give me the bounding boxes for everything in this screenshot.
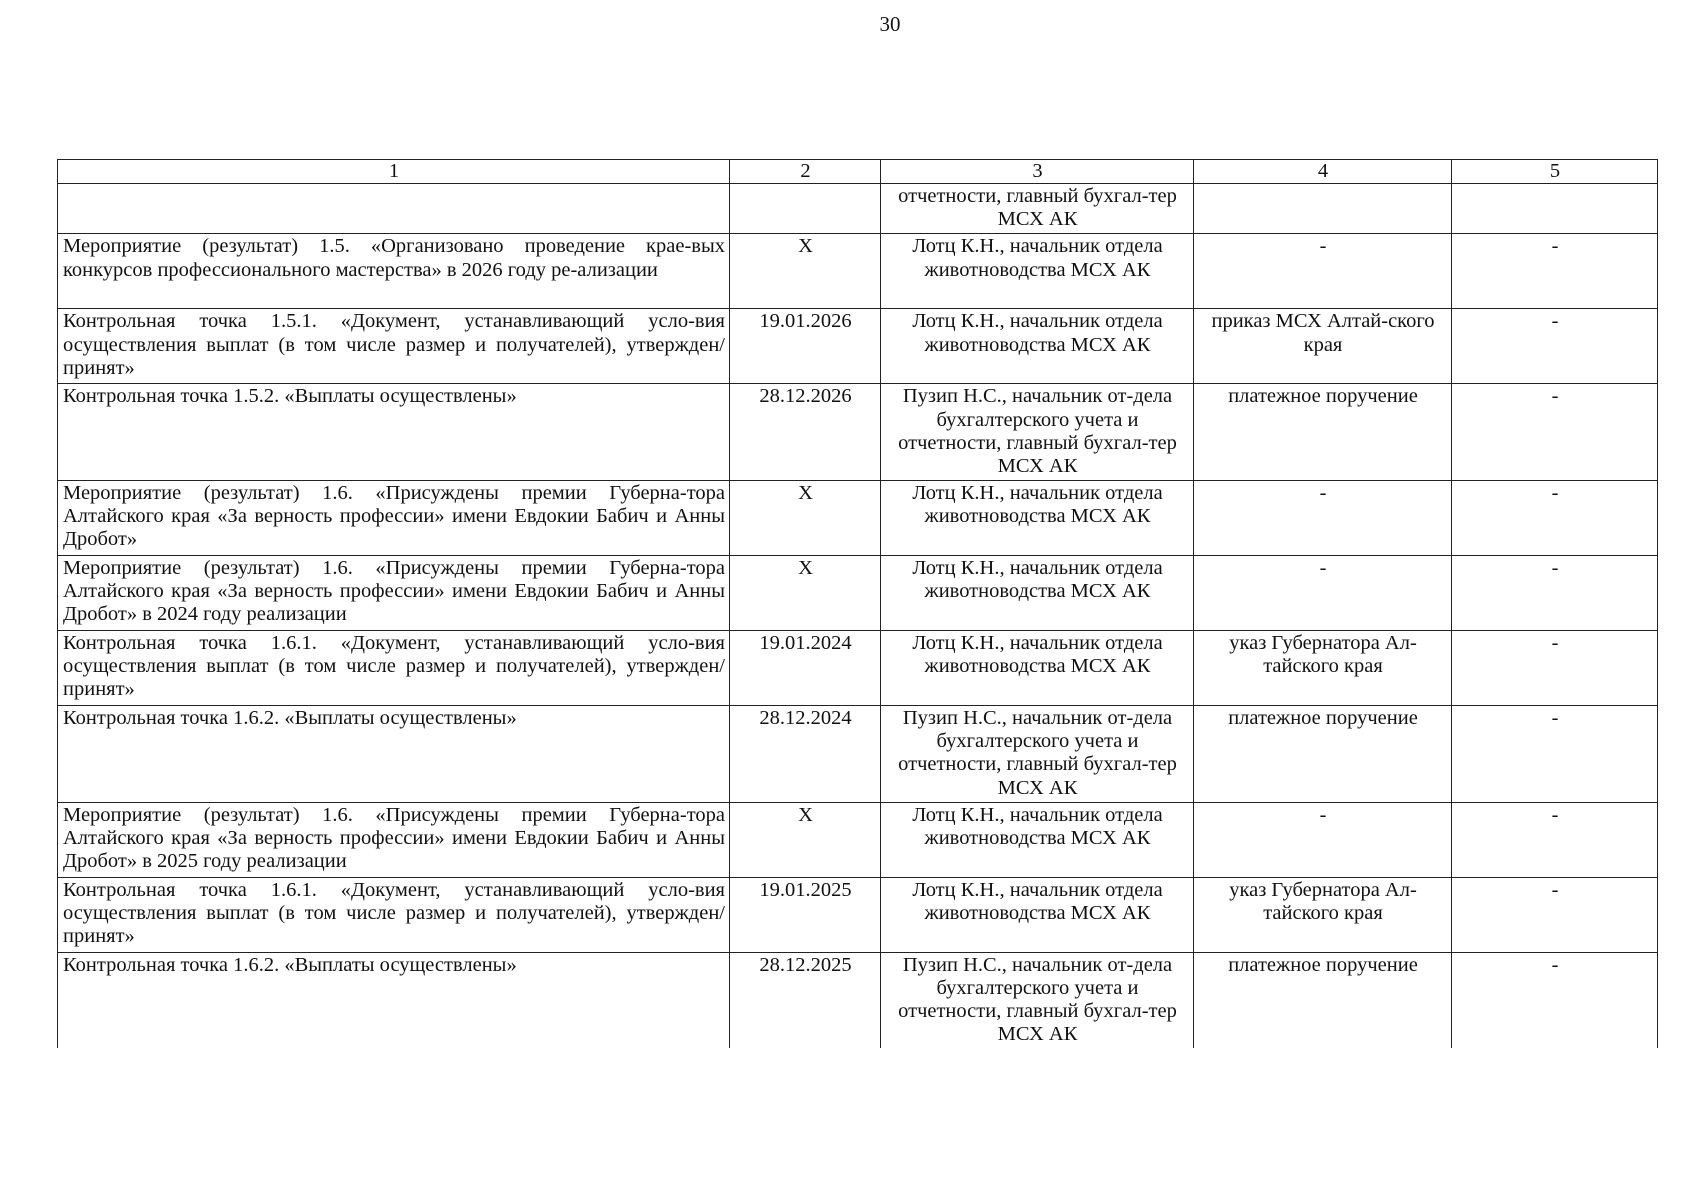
event-description-cell: Контрольная точка 1.6.2. «Выплаты осуществлены» — [58, 952, 730, 1048]
event-description-cell: Мероприятие (результат) 1.6. «Присуждены премии Губерна-тора Алтайского края «За верность профессии» имени Евдокии Бабич и Анны Дробот» в 2025 году реализации — [58, 802, 730, 877]
column-5-cell: - — [1452, 384, 1658, 481]
responsible-cell: Лотц К.Н., начальник отдела животноводства МСХ АК — [881, 631, 1194, 706]
column-5-cell: - — [1452, 556, 1658, 631]
table-row — [58, 556, 1658, 631]
document-type-cell: указ Губернатора Ал-тайского края — [1194, 631, 1452, 706]
table-row — [58, 952, 1658, 1048]
deadline-cell: X — [730, 802, 881, 877]
column-header-4: 4 — [1194, 160, 1452, 184]
responsible-cell: Лотц К.Н., начальник отдела животноводства МСХ АК — [881, 556, 1194, 631]
event-description-cell: Мероприятие (результат) 1.6. «Присуждены премии Губерна-тора Алтайского края «За верность профессии» имени Евдокии Бабич и Анны Дробот» — [58, 481, 730, 556]
deadline-cell — [730, 184, 881, 234]
document-type-cell: - — [1194, 481, 1452, 556]
event-description-cell: Мероприятие (результат) 1.5. «Организовано проведение крае-вых конкурсов профессионального мастерства» в 2026 году ре-ализации — [58, 234, 730, 309]
document-type-cell: указ Губернатора Ал-тайского края — [1194, 877, 1452, 952]
responsible-cell: Лотц К.Н., начальник отдела животноводства МСХ АК — [881, 309, 1194, 384]
document-type-cell: - — [1194, 802, 1452, 877]
document-type-cell: - — [1194, 556, 1452, 631]
deadline-cell: X — [730, 481, 881, 556]
deadline-cell: X — [730, 234, 881, 309]
deadline-cell: 19.01.2025 — [730, 877, 881, 952]
responsible-cell: Пузип Н.С., начальник от-дела бухгалтерского учета и отчетности, главный бухгал-тер МСХ АК — [881, 952, 1194, 1048]
table-row — [58, 802, 1658, 877]
column-5-cell — [1452, 184, 1658, 234]
control-points-table — [57, 159, 1658, 1048]
table-row — [58, 481, 1658, 556]
deadline-cell: 28.12.2026 — [730, 384, 881, 481]
column-5-cell: - — [1452, 952, 1658, 1048]
column-header-2: 2 — [730, 160, 881, 184]
event-description-cell: Контрольная точка 1.6.1. «Документ, устанавливающий усло-вия осуществления выплат (в том числе размер и получателей), утвержден/принят» — [58, 631, 730, 706]
table-row — [58, 877, 1658, 952]
table-row — [58, 631, 1658, 706]
table-row — [58, 234, 1658, 309]
responsible-cell: Лотц К.Н., начальник отдела животноводства МСХ АК — [881, 481, 1194, 556]
responsible-cell: Пузип Н.С., начальник от-дела бухгалтерского учета и отчетности, главный бухгал-тер МСХ АК — [881, 706, 1194, 803]
table-row — [58, 706, 1658, 803]
event-description-cell: Контрольная точка 1.5.2. «Выплаты осуществлены» — [58, 384, 730, 481]
deadline-cell: 28.12.2025 — [730, 952, 881, 1048]
column-5-cell: - — [1452, 706, 1658, 803]
responsible-cell: Лотц К.Н., начальник отдела животноводства МСХ АК — [881, 802, 1194, 877]
deadline-cell: 28.12.2024 — [730, 706, 881, 803]
event-description-cell — [58, 184, 730, 234]
deadline-cell: 19.01.2026 — [730, 309, 881, 384]
responsible-cell: Лотц К.Н., начальник отдела животноводства МСХ АК — [881, 234, 1194, 309]
document-type-cell: платежное поручение — [1194, 384, 1452, 481]
column-header-1: 1 — [58, 160, 730, 184]
column-5-cell: - — [1452, 631, 1658, 706]
column-5-cell: - — [1452, 802, 1658, 877]
column-5-cell: - — [1452, 481, 1658, 556]
table-header-row — [58, 160, 1658, 184]
column-header-5: 5 — [1452, 160, 1658, 184]
column-5-cell: - — [1452, 234, 1658, 309]
document-type-cell: - — [1194, 234, 1452, 309]
responsible-cell: Лотц К.Н., начальник отдела животноводства МСХ АК — [881, 877, 1194, 952]
document-type-cell — [1194, 184, 1452, 234]
event-description-cell: Контрольная точка 1.6.1. «Документ, устанавливающий усло-вия осуществления выплат (в том числе размер и получателей), утвержден/принят» — [58, 877, 730, 952]
column-5-cell: - — [1452, 309, 1658, 384]
document-type-cell: платежное поручение — [1194, 706, 1452, 803]
deadline-cell: 19.01.2024 — [730, 631, 881, 706]
responsible-cell: Пузип Н.С., начальник от-дела бухгалтерского учета и отчетности, главный бухгал-тер МСХ АК — [881, 384, 1194, 481]
event-description-cell: Контрольная точка 1.5.1. «Документ, устанавливающий усло-вия осуществления выплат (в том числе размер и получателей), утвержден/принят» — [58, 309, 730, 384]
event-description-cell: Мероприятие (результат) 1.6. «Присуждены премии Губерна-тора Алтайского края «За верность профессии» имени Евдокии Бабич и Анны Дробот» в 2024 году реализации — [58, 556, 730, 631]
document-type-cell: платежное поручение — [1194, 952, 1452, 1048]
document-type-cell: приказ МСХ Алтай-ского края — [1194, 309, 1452, 384]
table-row — [58, 184, 1658, 234]
page-number: 30 — [879, 12, 901, 36]
deadline-cell: X — [730, 556, 881, 631]
column-header-3: 3 — [881, 160, 1194, 184]
responsible-cell: отчетности, главный бухгал-тер МСХ АК — [881, 184, 1194, 234]
table-row — [58, 309, 1658, 384]
event-description-cell: Контрольная точка 1.6.2. «Выплаты осуществлены» — [58, 706, 730, 803]
table-row — [58, 384, 1658, 481]
column-5-cell: - — [1452, 877, 1658, 952]
